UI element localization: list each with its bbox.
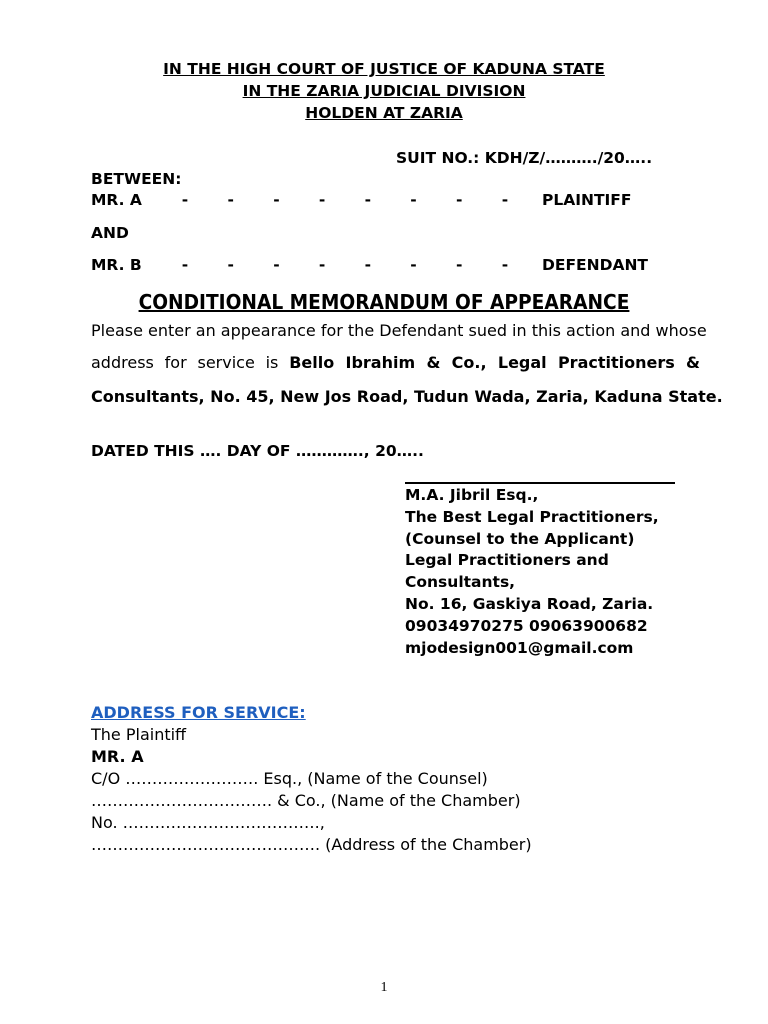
address-line-3: C/O ……………………. Esq., (Name of the Counsel) bbox=[91, 769, 488, 788]
body-line-1: Please enter an appearance for the Defendant sued in this action and whose bbox=[91, 321, 707, 340]
dash: - bbox=[181, 191, 189, 209]
signatory-role: (Counsel to the Applicant) bbox=[405, 530, 635, 548]
plaintiff-role: PLAINTIFF bbox=[542, 191, 632, 209]
signatory-desc-1: Legal Practitioners and bbox=[405, 551, 609, 569]
defendant-dash-leader bbox=[180, 256, 510, 274]
defendant-role: DEFENDANT bbox=[542, 256, 649, 274]
dash: - bbox=[273, 256, 280, 274]
dash: - bbox=[227, 256, 234, 274]
address-line-5: No. ………………………………., bbox=[91, 813, 325, 832]
signatory-phones: 09034970275 09063900682 bbox=[405, 617, 648, 635]
court-heading-line3: HOLDEN AT ZARIA bbox=[305, 104, 463, 122]
dash: - bbox=[318, 256, 326, 274]
defendant-counsel-name: Bello Ibrahim & Co., Legal Practitioners & bbox=[289, 353, 701, 372]
dash: - bbox=[456, 256, 463, 274]
signatory-firm: The Best Legal Practitioners, bbox=[405, 508, 659, 526]
page-number: 1 bbox=[380, 980, 388, 995]
defendant-name: MR. B bbox=[91, 256, 142, 274]
signatory-email: mjodesign001@gmail.com bbox=[405, 639, 634, 657]
dash: - bbox=[364, 191, 372, 209]
dash: - bbox=[227, 191, 234, 209]
court-heading-line1: IN THE HIGH COURT OF JUSTICE OF KADUNA STATE bbox=[163, 60, 605, 78]
body-line-2-plain: address for service is bbox=[91, 353, 290, 372]
address-line-1: The Plaintiff bbox=[91, 725, 187, 744]
between-label: BETWEEN: bbox=[91, 170, 182, 188]
suit-number: SUIT NO.: KDH/Z/………./20….. bbox=[396, 149, 653, 167]
dash: - bbox=[410, 191, 417, 209]
plaintiff-dash-leader bbox=[180, 191, 510, 209]
dash: - bbox=[273, 191, 280, 209]
signature-line bbox=[405, 482, 675, 484]
address-for-service-heading: ADDRESS FOR SERVICE: bbox=[91, 703, 306, 722]
signatory-address: No. 16, Gaskiya Road, Zaria. bbox=[405, 595, 654, 613]
document-title: CONDITIONAL MEMORANDUM OF APPEARANCE bbox=[138, 290, 630, 314]
dash: - bbox=[410, 256, 417, 274]
dash: - bbox=[456, 191, 463, 209]
and-label: AND bbox=[91, 224, 129, 242]
address-line-6: ……………………………………. (Address of the Chamber) bbox=[91, 835, 532, 854]
dash: - bbox=[501, 256, 509, 274]
dated-line: DATED THIS …. DAY OF …………., 20….. bbox=[91, 442, 424, 460]
signatory-name: M.A. Jibril Esq., bbox=[405, 486, 539, 504]
body-line-2 bbox=[91, 353, 700, 372]
dash: - bbox=[501, 191, 509, 209]
signatory-desc-2: Consultants, bbox=[405, 573, 516, 591]
address-line-2: MR. A bbox=[91, 747, 144, 766]
dash: - bbox=[318, 191, 326, 209]
defendant-counsel-address: Consultants, No. 45, New Jos Road, Tudun Wada, Zaria, Kaduna State. bbox=[91, 387, 723, 406]
dash: - bbox=[364, 256, 372, 274]
plaintiff-name: MR. A bbox=[91, 191, 142, 209]
court-heading-line2: IN THE ZARIA JUDICIAL DIVISION bbox=[242, 82, 526, 100]
dash: - bbox=[181, 256, 189, 274]
address-line-4: ……………………………. & Co., (Name of the Chamber) bbox=[91, 791, 521, 810]
